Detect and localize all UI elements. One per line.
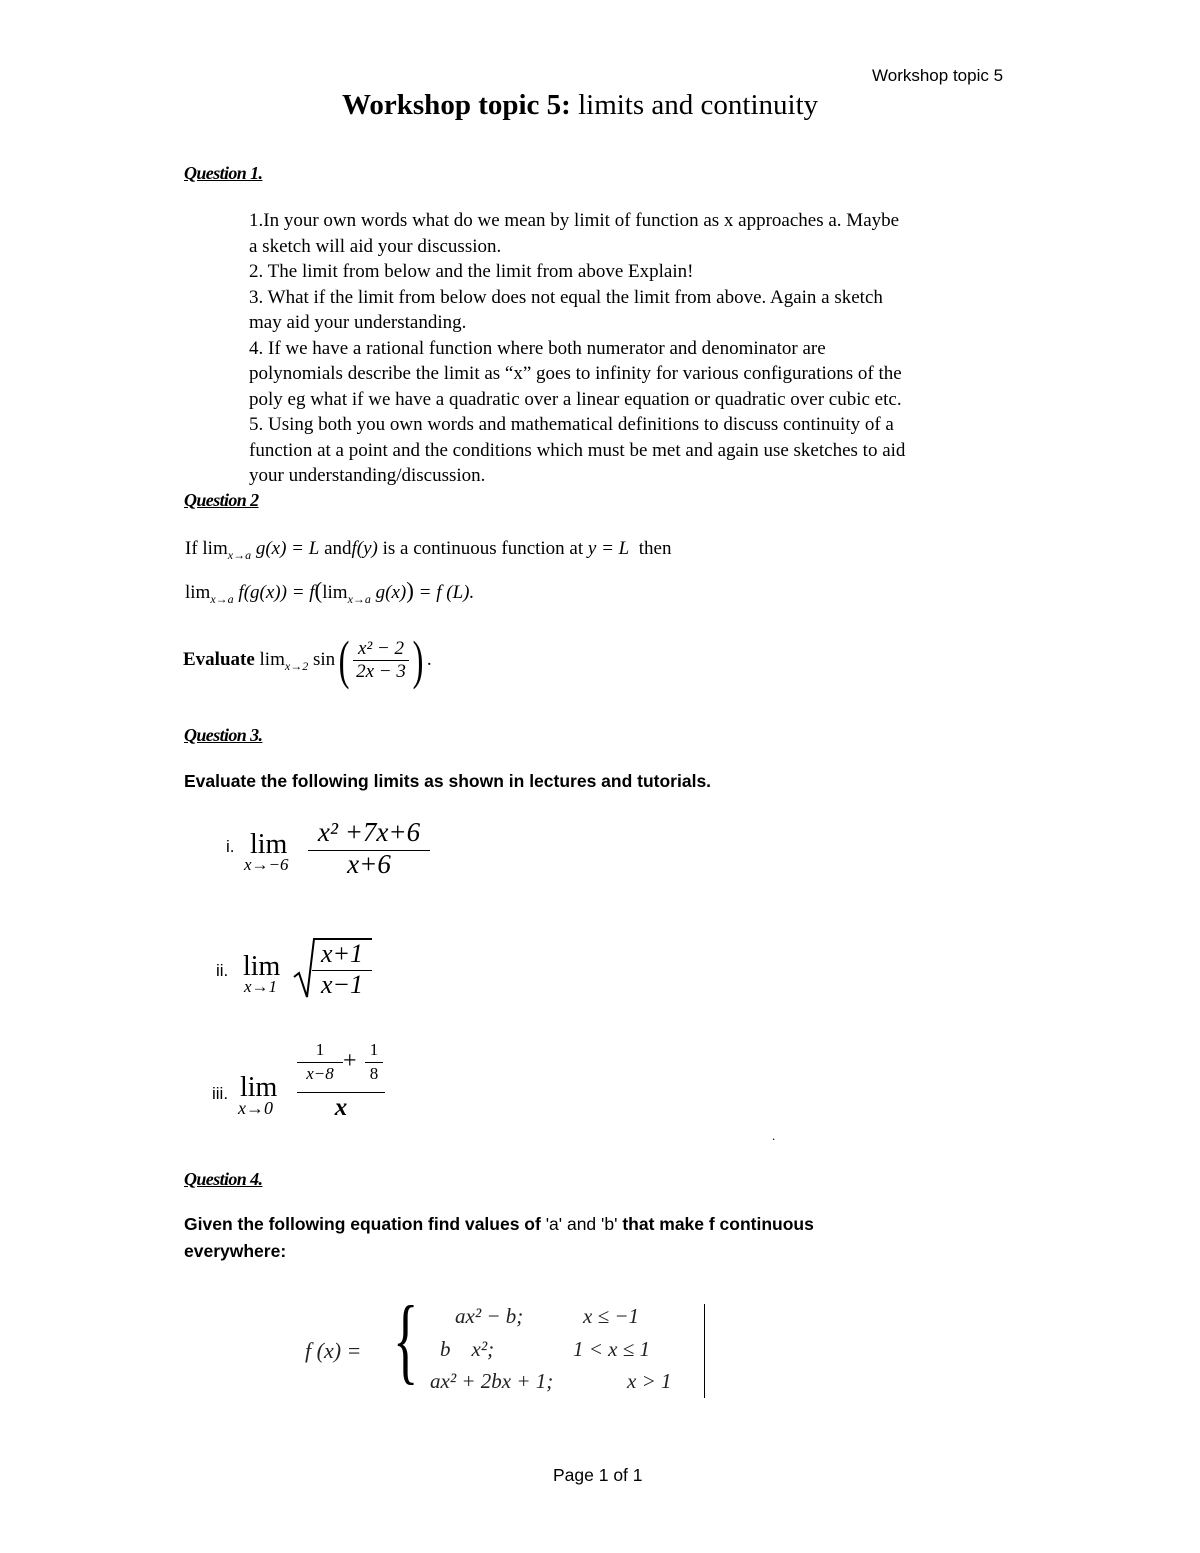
sin-fraction — [353, 638, 409, 683]
case-condition: x ≤ −1 — [583, 1304, 640, 1328]
q1-line: may aid your understanding. — [249, 312, 467, 333]
left-brace: { — [393, 1286, 419, 1393]
inner-fraction-2 — [365, 1040, 383, 1084]
q1-line: 4. If we have a rational function where both numerator and denominator are — [249, 338, 826, 359]
limit-subscript: x→−6 — [244, 855, 289, 874]
fraction-numerator: 1 — [369, 1040, 379, 1059]
equals-f-of-L: = f (L). — [418, 582, 475, 603]
limit-subscript: x→a — [210, 592, 234, 606]
evaluate-sin-limit — [183, 630, 432, 690]
roman-numeral: ii. — [216, 961, 229, 980]
fraction-denominator: x−1 — [320, 970, 364, 999]
evaluate-word: Evaluate — [183, 649, 255, 670]
title-rest: limits and continuity — [570, 89, 819, 121]
title-bold: Workshop topic 5: — [342, 89, 571, 121]
q1-line: 2. The limit from below and the limit from above Explain! — [249, 261, 694, 282]
q1-line: your understanding/discussion. — [249, 465, 486, 486]
g-of-x: g(x) — [375, 582, 407, 603]
f-of-g-of-x: f(g(x)) = f — [238, 582, 315, 603]
limit-subscript: x→a — [227, 548, 252, 562]
lim-text: lim — [322, 582, 348, 603]
fraction-denominator: x+6 — [347, 849, 391, 879]
limit-subscript: x→a — [347, 592, 371, 606]
fraction-numerator: x+1 — [320, 939, 364, 968]
instruction-part-1: Given the following equation find values of — [184, 1214, 541, 1234]
fraction-numerator: 1 — [315, 1040, 325, 1059]
big-open-paren: ( — [338, 630, 350, 690]
lim-text: lim — [202, 538, 228, 559]
roman-numeral: i. — [226, 837, 235, 856]
question-3-instruction: Evaluate the following limits as shown in lectures and tutorials. — [184, 771, 712, 791]
continuity-theorem-line-1 — [185, 538, 671, 560]
page-title — [342, 89, 818, 122]
lim-text: lim — [243, 951, 281, 982]
case-condition: 1 < x ≤ 1 — [573, 1337, 651, 1361]
lim-text: lim — [240, 1072, 278, 1103]
q1-line: 5. Using both you own words and mathematical definitions to discuss continuity of a — [249, 414, 894, 435]
limit-subscript: x→1 — [244, 977, 278, 996]
open-paren: ( — [314, 578, 323, 603]
continuity-theorem-line-2 — [185, 578, 474, 604]
case-expression: b x²; — [440, 1337, 495, 1361]
period: . — [426, 649, 432, 670]
inner-fraction-1 — [297, 1040, 343, 1084]
close-paren: ) — [406, 578, 414, 603]
case-expression: ax² − b; — [455, 1304, 524, 1328]
function-lhs: f (x) = — [305, 1338, 362, 1363]
fraction-denominator: x−8 — [306, 1064, 334, 1083]
question-1-heading: Question 1. — [184, 163, 263, 183]
if-word: If — [185, 538, 198, 559]
g-of-x: g(x) — [255, 538, 287, 559]
fraction-bar — [297, 1062, 343, 1063]
q1-line: 3. What if the limit from below does not equal the limit from above. Again a sketch — [249, 287, 883, 308]
radicand-fraction — [312, 939, 372, 1000]
f-of-y: f(y) — [351, 538, 378, 559]
limit-subscript: x→0 — [238, 1098, 273, 1118]
running-header: Workshop topic 5 — [872, 66, 1004, 85]
stray-mark: . — [772, 1128, 776, 1143]
plus-sign: + — [343, 1048, 357, 1074]
q1-line: polynomials describe the limit as “x” goes to infinity for various configurations of the — [249, 363, 902, 384]
fraction-denominator: x — [334, 1094, 348, 1121]
fraction-denominator: 2x − 3 — [353, 660, 409, 683]
q1-line: 1.In your own words what do we mean by limit of function as x approaches a. Maybe — [249, 210, 900, 231]
roman-numeral: iii. — [212, 1084, 229, 1103]
case-expression: ax² + 2bx + 1; — [430, 1369, 554, 1393]
question-3-heading: Question 3. — [184, 725, 263, 745]
question-4-instruction — [184, 1214, 814, 1235]
fraction-denominator: 8 — [369, 1064, 379, 1083]
page-number: Page 1 of 1 — [553, 1465, 643, 1485]
fraction-bar — [365, 1062, 383, 1063]
case-condition: x > 1 — [627, 1369, 672, 1393]
lim-text: lim — [185, 582, 211, 603]
equals-L: = L — [291, 538, 320, 559]
lim-text: lim — [250, 829, 288, 860]
sin-text: sin — [312, 649, 336, 670]
question-4-instruction-cont: everywhere: — [184, 1241, 287, 1261]
question-4-heading: Question 4. — [184, 1169, 263, 1189]
fraction-numerator: x² +7x+6 — [317, 817, 421, 847]
continuity-phrase: is a continuous function at — [382, 538, 584, 559]
fraction-numerator: x² − 2 — [358, 637, 404, 659]
and-word: and — [324, 538, 352, 559]
piecewise-function — [305, 1286, 715, 1405]
instruction-part-2: that make f continuous — [622, 1214, 814, 1234]
quoted-variables: 'a' and 'b' — [540, 1214, 623, 1234]
fraction — [308, 817, 430, 880]
right-rule — [704, 1304, 705, 1398]
limit-subscript: x→2 — [284, 658, 309, 673]
q1-line: function at a point and the conditions which must be met and again use sketches to aid — [249, 440, 906, 461]
q1-line: a sketch will aid your discussion. — [249, 236, 502, 257]
main-fraction-bar — [297, 1092, 385, 1093]
big-close-paren: ) — [412, 630, 424, 690]
then-word: then — [638, 538, 672, 559]
y-equals-L: y = L — [587, 538, 630, 559]
lim-text: lim — [259, 649, 285, 670]
question-2-heading: Question 2 — [184, 490, 259, 510]
q1-line: poly eg what if we have a quadratic over a linear equation or quadratic over cubic etc. — [249, 389, 902, 410]
